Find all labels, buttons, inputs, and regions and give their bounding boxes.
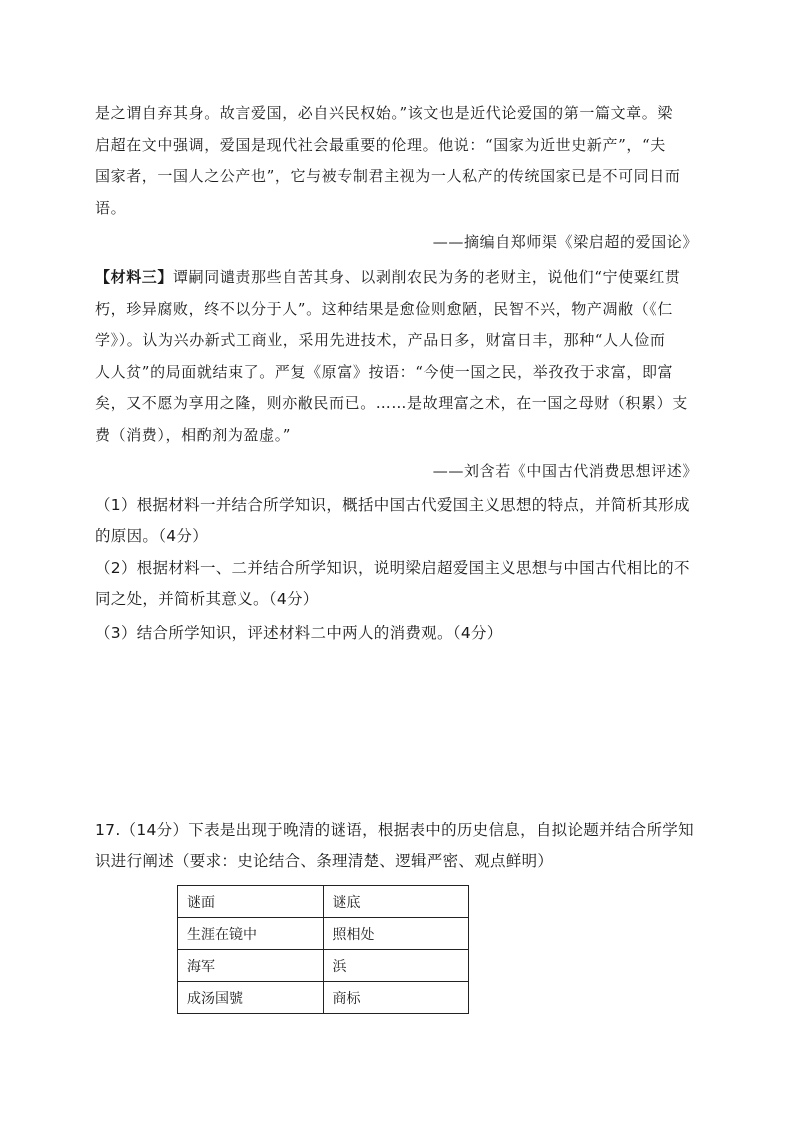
header-riddle: 谜面 xyxy=(178,886,324,918)
material-2-text xyxy=(95,98,700,224)
material-3-line: 矣，又不愿为享用之隆，则亦敝民而已。……是故理富之术，在一国之母财（积累）支 xyxy=(95,394,688,412)
material-3-line: 人人贫”的局面就结束了。严复《原富》按语：“今使一国之民，举孜孜于求富，即富 xyxy=(95,362,674,381)
answer-cell: 照相处 xyxy=(323,918,469,950)
table-row xyxy=(178,950,469,982)
material-3-label: 【材料三】 xyxy=(95,268,174,286)
riddle-cell: 生涯在镜中 xyxy=(178,918,324,950)
question-1-line: （1）根据材料一并结合所学知识，概括中国古代爱国主义思想的特点，并简析其形成 xyxy=(95,496,690,514)
question-3-line: （3）结合所学知识，评述材料二中两人的消费观。（4分） xyxy=(95,624,503,642)
material-3-line: 费（消费），相酌剂为盈虚。” xyxy=(95,425,292,444)
question-1-line: 的原因。（4分） xyxy=(95,527,209,545)
table-header-row xyxy=(178,886,469,918)
question-2-line: （2）根据材料一、二并结合所学知识，说明梁启超爱国主义思想与中国古代相比的不 xyxy=(95,559,690,577)
answer-cell: 浜 xyxy=(323,950,469,982)
material-2-line: 启超在文中强调，爱国是现代社会最重要的伦理。他说：“国家为近世史新产”，“夫 xyxy=(95,135,666,154)
question-17-line: 17.（14分）下表是出现于晚清的谜语，根据表中的历史信息，自拟论题并结合所学知 xyxy=(95,821,694,839)
material-3-line: 朽，珍异腐败，终不以分于人”。这种结果是愈俭则愈陋，民智不兴，物产凋敝（《仁 xyxy=(95,299,673,318)
riddle-cell: 成汤国號 xyxy=(178,982,324,1014)
table-row xyxy=(178,918,469,950)
answer-cell: 商标 xyxy=(323,982,469,1014)
question-17 xyxy=(95,815,705,877)
material-2-line: 语。 xyxy=(95,198,127,217)
material-3-source: ——刘含若《中国古代消费思想评述》 xyxy=(432,462,698,480)
question-1 xyxy=(95,490,705,552)
material-3-first-line xyxy=(95,262,700,294)
question-2-line: 同之处，并简析其意义。（4分） xyxy=(95,590,319,608)
question-17-line: 识进行阐述（要求：史论结合、条理清楚、逻辑严密、观点鲜明） xyxy=(95,852,554,870)
riddle-table xyxy=(177,885,469,1014)
material-2-source: ——摘编自郑师渠《梁启超的爱国论》 xyxy=(432,233,698,251)
material-2-line: 是之谓自弃其身。故言爱国，必自兴民权始。”该文也是近代论爱国的第一篇文章。梁 xyxy=(95,104,673,122)
question-2 xyxy=(95,553,705,615)
material-2-line: 国家者，一国人之公产也”，它与被专制君主视为一人私产的传统国家已是不可同日而 xyxy=(95,167,681,185)
question-3 xyxy=(95,618,705,649)
header-answer: 谜底 xyxy=(323,886,469,918)
material-3-text xyxy=(95,262,700,451)
material-3-line: 谭嗣同谴责那些自苦其身、以剥削农民为务的老财主，说他们“宁使粟红贯 xyxy=(173,268,681,286)
material-3-line: 学》）。认为兴办新式工商业，采用先进技术，产品日多，财富日丰，那种“人人俭而 xyxy=(95,331,666,349)
riddle-cell: 海军 xyxy=(178,950,324,982)
table-row xyxy=(178,982,469,1014)
